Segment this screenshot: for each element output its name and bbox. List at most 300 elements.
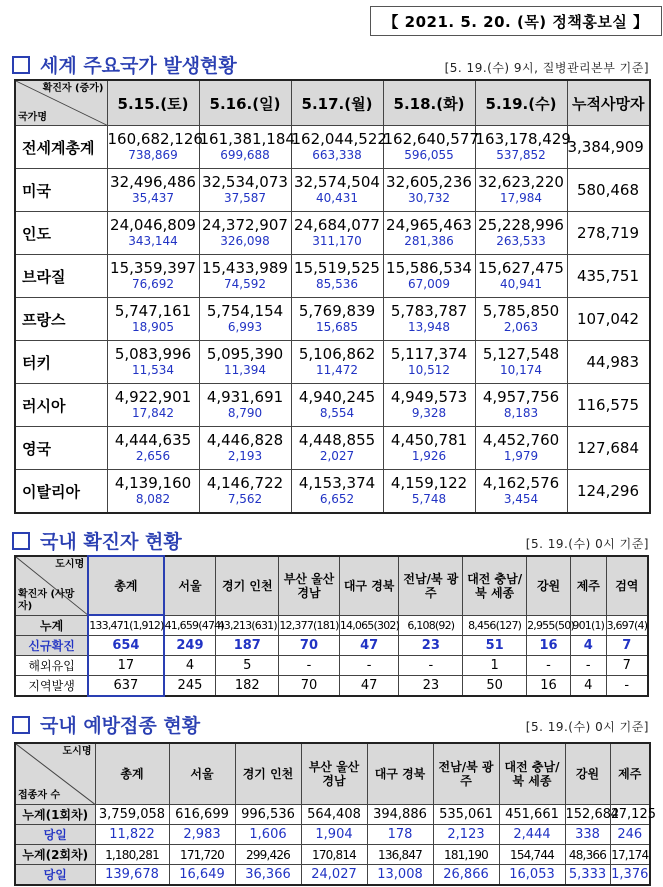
country-day-cell (383, 341, 475, 384)
daily-new-cases: 596,055 (404, 148, 454, 162)
region-value: 17,174 (610, 845, 650, 865)
region-value: 654 (88, 636, 163, 656)
region-value: 12,377(181) (279, 615, 340, 636)
region-header: 제주 (571, 556, 607, 615)
country-day-cell (199, 126, 295, 169)
country-name (15, 341, 107, 384)
region-value: 7 (606, 636, 648, 656)
region-value: 43,213(631) (216, 615, 279, 636)
cumulative-cases: 4,139,160 (114, 474, 192, 492)
vaccine-source: [5. 19.(수) 0시 기준] (525, 720, 649, 734)
daily-new-cases: 6,652 (319, 492, 355, 506)
cumulative-cases: 15,627,475 (478, 259, 564, 277)
date-header: 5.17.(월) (291, 80, 383, 126)
region-value: 47 (339, 636, 399, 656)
daily-new-cases: 281,386 (404, 234, 454, 248)
country-row (15, 427, 650, 470)
region-value: 1,904 (301, 825, 367, 845)
country-day-cell (291, 212, 383, 255)
cumulative-cases: 5,127,548 (482, 345, 560, 363)
country-day-cell (291, 126, 387, 169)
country-row (15, 169, 650, 212)
daily-new-cases: 2,063 (503, 320, 539, 334)
domestic-table (14, 555, 649, 697)
country-day-cell (107, 298, 199, 341)
country-day-cell (291, 255, 383, 298)
country-day-cell (383, 255, 475, 298)
cumulative-cases: 24,046,809 (110, 216, 196, 234)
country-day-cell (475, 169, 567, 212)
country-day-cell (291, 169, 383, 212)
daily-new-cases: 18,905 (132, 320, 174, 334)
country-name (15, 427, 107, 470)
region-header: 검역 (606, 556, 648, 615)
cumulative-cases: 24,965,463 (386, 216, 472, 234)
daily-new-cases: 1,979 (503, 449, 539, 463)
country-row (15, 384, 650, 427)
cumulative-cases: 4,153,374 (298, 474, 376, 492)
region-value: 451,661 (499, 805, 565, 825)
date-header: 5.16.(일) (199, 80, 291, 126)
region-header: 강원 (565, 743, 610, 805)
cumulative-deaths: 435,751 (567, 255, 650, 298)
world-table (14, 79, 651, 514)
region-value: 13,008 (367, 865, 433, 886)
daily-new-cases: 1,926 (411, 449, 447, 463)
region-value: 154,744 (499, 845, 565, 865)
region-value: - (279, 656, 340, 676)
region-header: 강원 (527, 556, 571, 615)
cumulative-cases: 4,446,828 (206, 431, 284, 449)
row-label: 당일 (15, 825, 95, 845)
daily-new-cases: 5,748 (411, 492, 447, 506)
corner-bottom-label: 확진자 (사망자) (18, 588, 75, 612)
region-value: 17 (88, 656, 163, 676)
vaccine-row (15, 825, 650, 845)
cumulative-cases: 5,117,374 (390, 345, 468, 363)
world-source: [5. 19.(수) 9시, 질병관리본부 기준] (444, 61, 649, 75)
country-day-cell (107, 169, 199, 212)
cumulative-cases: 4,949,573 (390, 388, 468, 406)
world-corner-header (15, 80, 107, 126)
cumulative-cases: 5,785,850 (482, 302, 560, 320)
country-row (15, 341, 650, 384)
country-name-text: 프랑스 (22, 310, 66, 329)
country-name-text: 터키 (22, 353, 51, 372)
cumulative-cases: 5,747,161 (114, 302, 192, 320)
daily-new-cases: 699,688 (220, 148, 270, 162)
daily-new-cases: 8,082 (135, 492, 171, 506)
daily-new-cases: 10,512 (408, 363, 450, 377)
region-value: 16,053 (499, 865, 565, 886)
region-header: 제주 (610, 743, 650, 805)
country-name-text: 미국 (22, 181, 51, 200)
region-header: 경기 인천 (235, 743, 301, 805)
cumulative-cases: 25,228,996 (478, 216, 564, 234)
country-row (15, 470, 650, 514)
daily-new-cases: 35,437 (132, 191, 174, 205)
daily-new-cases: 11,394 (224, 363, 266, 377)
cumulative-cases: 15,433,989 (202, 259, 288, 277)
region-value: 187 (216, 636, 279, 656)
cumulative-cases: 4,448,855 (298, 431, 376, 449)
region-value: 7 (606, 656, 648, 676)
country-day-cell (383, 212, 475, 255)
country-day-cell (107, 126, 203, 169)
domestic-section-title (12, 527, 182, 554)
corner-top-label: 확진자 (증가) (42, 83, 104, 94)
region-value: 249 (164, 636, 216, 656)
region-value: 394,886 (367, 805, 433, 825)
region-value: 48,366 (565, 845, 610, 865)
cumulative-cases: 4,922,901 (114, 388, 192, 406)
cumulative-cases: 5,754,154 (206, 302, 284, 320)
vaccine-title-text: 국내 예방접종 현황 (40, 715, 201, 737)
country-day-cell (475, 126, 571, 169)
region-value: 181,190 (433, 845, 499, 865)
vaccine-corner-header (15, 743, 95, 805)
region-value: 4 (571, 676, 607, 697)
cumulative-deaths: 116,575 (567, 384, 650, 427)
vaccine-row (15, 805, 650, 825)
country-name (15, 298, 107, 341)
country-day-cell (199, 255, 291, 298)
cumulative-deaths: 124,296 (567, 470, 650, 514)
cumulative-cases: 15,519,525 (294, 259, 380, 277)
daily-new-cases: 37,587 (224, 191, 266, 205)
row-label: 당일 (15, 865, 95, 886)
country-day-cell (107, 212, 199, 255)
corner-bottom-label: 국가명 (18, 112, 47, 123)
region-value: 1,180,281 (95, 845, 169, 865)
row-label: 누계(1회차) (15, 805, 95, 825)
vaccine-row (15, 845, 650, 865)
row-label: 해외유입 (15, 656, 88, 676)
date-header: 5.15.(토) (107, 80, 199, 126)
region-value: 901(1) (571, 615, 607, 636)
cumulative-cases: 4,146,722 (206, 474, 284, 492)
region-value: 16 (527, 676, 571, 697)
daily-new-cases: 2,027 (319, 449, 355, 463)
corner-bottom-label: 접종자 수 (18, 790, 61, 801)
region-value: 996,536 (235, 805, 301, 825)
daily-new-cases: 263,533 (496, 234, 546, 248)
cumulative-cases: 162,640,577 (383, 130, 479, 148)
country-day-cell (199, 169, 291, 212)
region-value: 5 (216, 656, 279, 676)
daily-new-cases: 537,852 (496, 148, 546, 162)
region-value: 152,682 (565, 805, 610, 825)
cumulative-cases: 4,957,756 (482, 388, 560, 406)
cumulative-cases: 4,159,122 (390, 474, 468, 492)
region-header: 대전 충남/북 세종 (463, 556, 527, 615)
cumulative-deaths: 580,468 (567, 169, 650, 212)
region-value: 535,061 (433, 805, 499, 825)
daily-new-cases: 8,554 (319, 406, 355, 420)
region-value: 133,471(1,912) (88, 615, 163, 636)
region-value: 139,678 (95, 865, 169, 886)
cumulative-cases: 4,450,781 (390, 431, 468, 449)
row-label: 누계 (15, 615, 88, 636)
daily-new-cases: 10,174 (500, 363, 542, 377)
country-day-cell (291, 384, 383, 427)
country-day-cell (475, 470, 567, 514)
country-day-cell (291, 298, 383, 341)
region-value: 6,108(92) (399, 615, 463, 636)
row-label: 지역발생 (15, 676, 88, 697)
country-day-cell (107, 384, 199, 427)
region-value: 3,697(4) (606, 615, 648, 636)
region-value: 1 (463, 656, 527, 676)
daily-new-cases: 6,993 (227, 320, 263, 334)
country-name-text: 인도 (22, 224, 51, 243)
region-value: 16 (527, 636, 571, 656)
region-header: 전남/북 광주 (433, 743, 499, 805)
region-value: - (339, 656, 399, 676)
region-value: 3,759,058 (95, 805, 169, 825)
world-section-title (12, 51, 237, 78)
region-header: 총계 (95, 743, 169, 805)
daily-new-cases: 2,193 (227, 449, 263, 463)
daily-new-cases: 30,732 (408, 191, 450, 205)
region-value: 246 (610, 825, 650, 845)
region-value: 338 (565, 825, 610, 845)
country-day-cell (107, 341, 199, 384)
country-name-text: 영국 (22, 439, 51, 458)
daily-new-cases: 8,183 (503, 406, 539, 420)
daily-new-cases: 11,472 (316, 363, 358, 377)
country-day-cell (291, 341, 383, 384)
cumulative-deaths: 3,384,909 (567, 126, 650, 169)
region-value: 16,649 (169, 865, 235, 886)
country-day-cell (475, 341, 567, 384)
region-value: 299,426 (235, 845, 301, 865)
country-day-cell (107, 470, 199, 514)
country-name (15, 384, 107, 427)
cumulative-cases: 5,083,996 (114, 345, 192, 363)
daily-new-cases: 40,941 (500, 277, 542, 291)
daily-new-cases: 17,984 (500, 191, 542, 205)
country-day-cell (383, 470, 475, 514)
daily-new-cases: 15,685 (316, 320, 358, 334)
region-header: 전남/북 광주 (399, 556, 463, 615)
country-day-cell (199, 427, 291, 470)
country-day-cell (291, 427, 383, 470)
region-value: 14,065(302) (339, 615, 399, 636)
region-header: 서울 (169, 743, 235, 805)
country-day-cell (475, 255, 567, 298)
region-header: 총계 (88, 556, 163, 615)
region-value: - (571, 656, 607, 676)
region-header: 부산 울산 경남 (301, 743, 367, 805)
region-header: 경기 인천 (216, 556, 279, 615)
country-day-cell (107, 427, 199, 470)
region-value: 4 (571, 636, 607, 656)
region-value: 26,866 (433, 865, 499, 886)
deaths-header: 누적사망자 (567, 80, 650, 126)
daily-new-cases: 343,144 (128, 234, 178, 248)
daily-new-cases: 76,692 (132, 277, 174, 291)
cumulative-cases: 24,372,907 (202, 216, 288, 234)
daily-new-cases: 13,948 (408, 320, 450, 334)
country-day-cell (475, 384, 567, 427)
country-day-cell (475, 427, 567, 470)
country-day-cell (199, 341, 291, 384)
cumulative-cases: 15,586,534 (386, 259, 472, 277)
country-name-text: 전세계총계 (22, 138, 95, 157)
domestic-source: [5. 19.(수) 0시 기준] (525, 537, 649, 551)
country-name (15, 255, 107, 298)
daily-new-cases: 40,431 (316, 191, 358, 205)
cumulative-cases: 4,162,576 (482, 474, 560, 492)
country-day-cell (383, 169, 475, 212)
country-row (15, 255, 650, 298)
region-value: 4 (164, 656, 216, 676)
region-value: 2,444 (499, 825, 565, 845)
cumulative-cases: 4,940,245 (298, 388, 376, 406)
region-value: 2,983 (169, 825, 235, 845)
country-name-text: 브라질 (22, 267, 66, 286)
corner-top-label: 도시명 (55, 559, 85, 570)
region-value: 245 (164, 676, 216, 697)
daily-new-cases: 663,338 (312, 148, 362, 162)
region-value: 41,659(474) (164, 615, 216, 636)
daily-new-cases: 67,009 (408, 277, 450, 291)
region-value: 171,720 (169, 845, 235, 865)
vaccine-row (15, 865, 650, 886)
country-name-text: 러시아 (22, 396, 66, 415)
region-value: - (527, 656, 571, 676)
cumulative-cases: 162,044,522 (291, 130, 387, 148)
domestic-row (15, 615, 648, 636)
region-value: 2,955(50) (527, 615, 571, 636)
country-row (15, 298, 650, 341)
region-value: 24,027 (301, 865, 367, 886)
date-header: 5.18.(화) (383, 80, 475, 126)
region-value: 178 (367, 825, 433, 845)
checkbox-icon (12, 56, 30, 74)
row-label: 누계(2회차) (15, 845, 95, 865)
cumulative-cases: 32,534,073 (202, 173, 288, 191)
country-day-cell (199, 470, 291, 514)
daily-new-cases: 311,170 (312, 234, 362, 248)
country-name (15, 212, 107, 255)
cumulative-cases: 32,574,504 (294, 173, 380, 191)
vaccine-table (14, 742, 656, 886)
region-value: 170,814 (301, 845, 367, 865)
country-day-cell (475, 298, 567, 341)
region-value: 36,366 (235, 865, 301, 886)
region-value: 47 (339, 676, 399, 697)
daily-new-cases: 2,656 (135, 449, 171, 463)
country-day-cell (383, 384, 475, 427)
date-header: 5.19.(수) (475, 80, 567, 126)
region-value: 1,376 (610, 865, 650, 886)
domestic-row (15, 676, 648, 697)
country-day-cell (199, 384, 291, 427)
cumulative-deaths: 107,042 (567, 298, 650, 341)
cumulative-cases: 163,178,429 (475, 130, 571, 148)
country-day-cell (475, 212, 567, 255)
domestic-row (15, 636, 648, 656)
region-value: 47,125 (610, 805, 650, 825)
checkbox-icon (12, 716, 30, 734)
country-name (15, 470, 107, 514)
region-value: 23 (399, 676, 463, 697)
region-value: 5,333 (565, 865, 610, 886)
country-name (15, 169, 107, 212)
cumulative-cases: 4,931,691 (206, 388, 284, 406)
region-value: 51 (463, 636, 527, 656)
region-value: 1,606 (235, 825, 301, 845)
region-value: 564,408 (301, 805, 367, 825)
cumulative-deaths: 127,684 (567, 427, 650, 470)
region-value: - (399, 656, 463, 676)
region-header: 대구 경북 (367, 743, 433, 805)
country-day-cell (199, 298, 291, 341)
vaccine-section-title (12, 711, 200, 738)
region-header: 대전 충남/북 세종 (499, 743, 565, 805)
region-value: 11,822 (95, 825, 169, 845)
row-label: 신규확진 (15, 636, 88, 656)
cumulative-cases: 4,444,635 (114, 431, 192, 449)
country-day-cell (291, 470, 383, 514)
cumulative-cases: 161,381,184 (199, 130, 295, 148)
domestic-title-text: 국내 확진자 현황 (40, 531, 182, 553)
region-value: 8,456(127) (463, 615, 527, 636)
daily-new-cases: 3,454 (503, 492, 539, 506)
cumulative-deaths: 278,719 (567, 212, 650, 255)
region-value: 70 (279, 636, 340, 656)
cumulative-cases: 32,496,486 (110, 173, 196, 191)
header-title: 【 2021. 5. 20. (목) 정책홍보실 】 (370, 6, 662, 36)
country-day-cell (383, 126, 479, 169)
daily-new-cases: 738,869 (128, 148, 178, 162)
cumulative-cases: 15,359,397 (110, 259, 196, 277)
daily-new-cases: 8,790 (227, 406, 263, 420)
country-day-cell (383, 298, 475, 341)
region-value: 50 (463, 676, 527, 697)
cumulative-cases: 24,684,077 (294, 216, 380, 234)
region-value: 136,847 (367, 845, 433, 865)
region-value: 616,699 (169, 805, 235, 825)
country-day-cell (199, 212, 291, 255)
region-value: 23 (399, 636, 463, 656)
region-value: - (606, 676, 648, 697)
country-name (15, 126, 107, 169)
region-value: 70 (279, 676, 340, 697)
country-name-text: 이탈리아 (22, 482, 80, 501)
daily-new-cases: 326,098 (220, 234, 270, 248)
region-header: 부산 울산 경남 (279, 556, 340, 615)
region-value: 2,123 (433, 825, 499, 845)
domestic-corner-header (15, 556, 88, 615)
cumulative-cases: 160,682,126 (107, 130, 203, 148)
world-title-text: 세계 주요국가 발생현황 (40, 55, 237, 77)
daily-new-cases: 11,534 (132, 363, 174, 377)
region-header: 대구 경북 (339, 556, 399, 615)
country-day-cell (383, 427, 475, 470)
cumulative-cases: 4,452,760 (482, 431, 560, 449)
cumulative-cases: 32,623,220 (478, 173, 564, 191)
daily-new-cases: 85,536 (316, 277, 358, 291)
domestic-row (15, 656, 648, 676)
corner-top-label: 도시명 (62, 746, 92, 757)
cumulative-cases: 5,095,390 (206, 345, 284, 363)
region-header: 서울 (164, 556, 216, 615)
daily-new-cases: 7,562 (227, 492, 263, 506)
cumulative-cases: 32,605,236 (386, 173, 472, 191)
